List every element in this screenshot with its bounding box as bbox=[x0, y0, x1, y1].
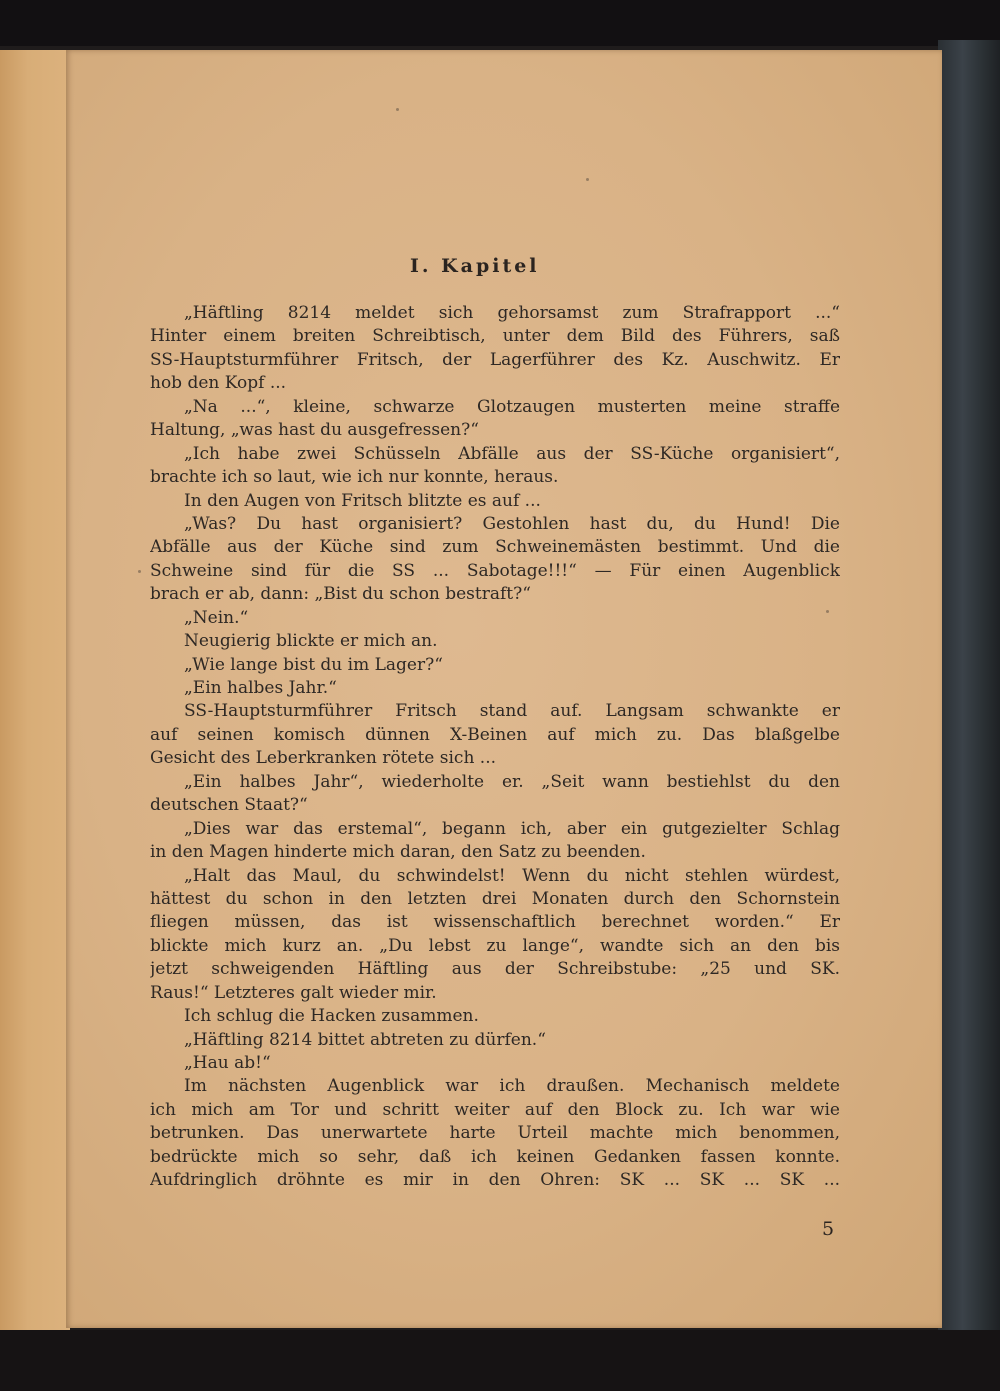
chapter-body bbox=[150, 302, 840, 1193]
book-cover-edge bbox=[938, 40, 1000, 1391]
text-line: brachte ich so laut, wie ich nur konnte, heraus. bbox=[150, 467, 559, 488]
text-line: blickte mich kurz an. „Du lebst zu lange“, wandte sich an den bis bbox=[150, 935, 840, 956]
text-line: SS-Hauptsturmführer Fritsch, der Lagerführer des Kz. Auschwitz. Er bbox=[150, 349, 840, 370]
facing-page-edge bbox=[0, 50, 70, 1330]
book-cover-bottom bbox=[0, 1330, 1000, 1391]
text-line: hob den Kopf ... bbox=[150, 373, 287, 394]
text-line: fliegen müssen, das ist wissenschaftlich berechnet worden.“ Er bbox=[150, 912, 840, 933]
text-line: „Wie lange bist du im Lager?“ bbox=[184, 654, 443, 675]
text-line: Schweine sind für die SS ... Sabotage!!!“ — Für einen Augenblick bbox=[150, 560, 840, 581]
text-line: deutschen Staat?“ bbox=[150, 795, 308, 816]
text-line: Hinter einem breiten Schreibtisch, unter dem Bild des Führers, saß bbox=[150, 326, 840, 347]
text-line: Haltung, „was hast du ausgefressen?“ bbox=[150, 420, 479, 441]
text-line: ich mich am Tor und schritt weiter auf den Block zu. Ich war wie bbox=[150, 1099, 840, 1120]
text-line: „Was? Du hast organisiert? Gestohlen hast du, du Hund! Die bbox=[184, 513, 840, 534]
text-line: Raus!“ Letzteres galt wieder mir. bbox=[150, 982, 437, 1003]
text-line: SS-Hauptsturmführer Fritsch stand auf. Langsam schwankte er bbox=[184, 701, 840, 722]
text-line: bedrückte mich so sehr, daß ich keinen Gedanken fassen konnte. bbox=[150, 1146, 840, 1167]
text-line: „Hau ab!“ bbox=[184, 1053, 271, 1073]
text-line: in den Magen hinderte mich daran, den Satz zu beenden. bbox=[150, 842, 646, 863]
text-line: „Ich habe zwei Schüsseln Abfälle aus der SS-Küche organisiert“, bbox=[184, 443, 840, 464]
text-line: „Nein.“ bbox=[184, 607, 249, 628]
text-line: „Halt das Maul, du schwindelst! Wenn du nicht stehlen würdest, bbox=[184, 865, 840, 886]
text-line: betrunken. Das unerwartete harte Urteil machte mich benommen, bbox=[150, 1123, 840, 1144]
text-line: hättest du schon in den letzten drei Monaten durch den Schornstein bbox=[150, 888, 840, 909]
text-line: Abfälle aus der Küche sind zum Schweinemästen bestimmt. Und die bbox=[150, 537, 840, 558]
book-cover-top bbox=[0, 0, 1000, 46]
page-number: 5 bbox=[822, 1218, 835, 1240]
text-line: Aufdringlich dröhnte es mir in den Ohren: SK ... SK ... SK ... bbox=[150, 1170, 840, 1191]
text-line: Neugierig blickte er mich an. bbox=[184, 631, 438, 652]
text-line: „Häftling 8214 meldet sich gehorsamst zum Strafrapport ...“ bbox=[184, 303, 840, 323]
text-line: brach er ab, dann: „Bist du schon bestraft?“ bbox=[150, 584, 531, 605]
text-line: „Häftling 8214 bittet abtreten zu dürfen.“ bbox=[184, 1029, 546, 1050]
text-line: „Ein halbes Jahr.“ bbox=[184, 678, 337, 698]
text-line: Gesicht des Leberkranken rötete sich ... bbox=[150, 748, 497, 769]
text-line: „Na ...“, kleine, schwarze Glotzaugen musterten meine straffe bbox=[184, 396, 840, 417]
text-line: „Ein halbes Jahr“, wiederholte er. „Seit wann bestiehlst du den bbox=[184, 771, 840, 792]
text-line: Ich schlug die Hacken zusammen. bbox=[184, 1006, 479, 1027]
text-line: Im nächsten Augenblick war ich draußen. Mechanisch meldete bbox=[184, 1076, 840, 1097]
chapter-heading: I. Kapitel bbox=[410, 255, 540, 277]
text-line: „Dies war das erstemal“, begann ich, aber ein gutgezielter Schlag bbox=[184, 818, 840, 839]
text-line: auf seinen komisch dünnen X-Beinen auf mich zu. Das blaßgelbe bbox=[150, 724, 840, 745]
text-line: jetzt schweigenden Häftling aus der Schreibstube: „25 und SK. bbox=[150, 959, 840, 980]
text-line: In den Augen von Fritsch blitzte es auf ... bbox=[184, 490, 541, 511]
